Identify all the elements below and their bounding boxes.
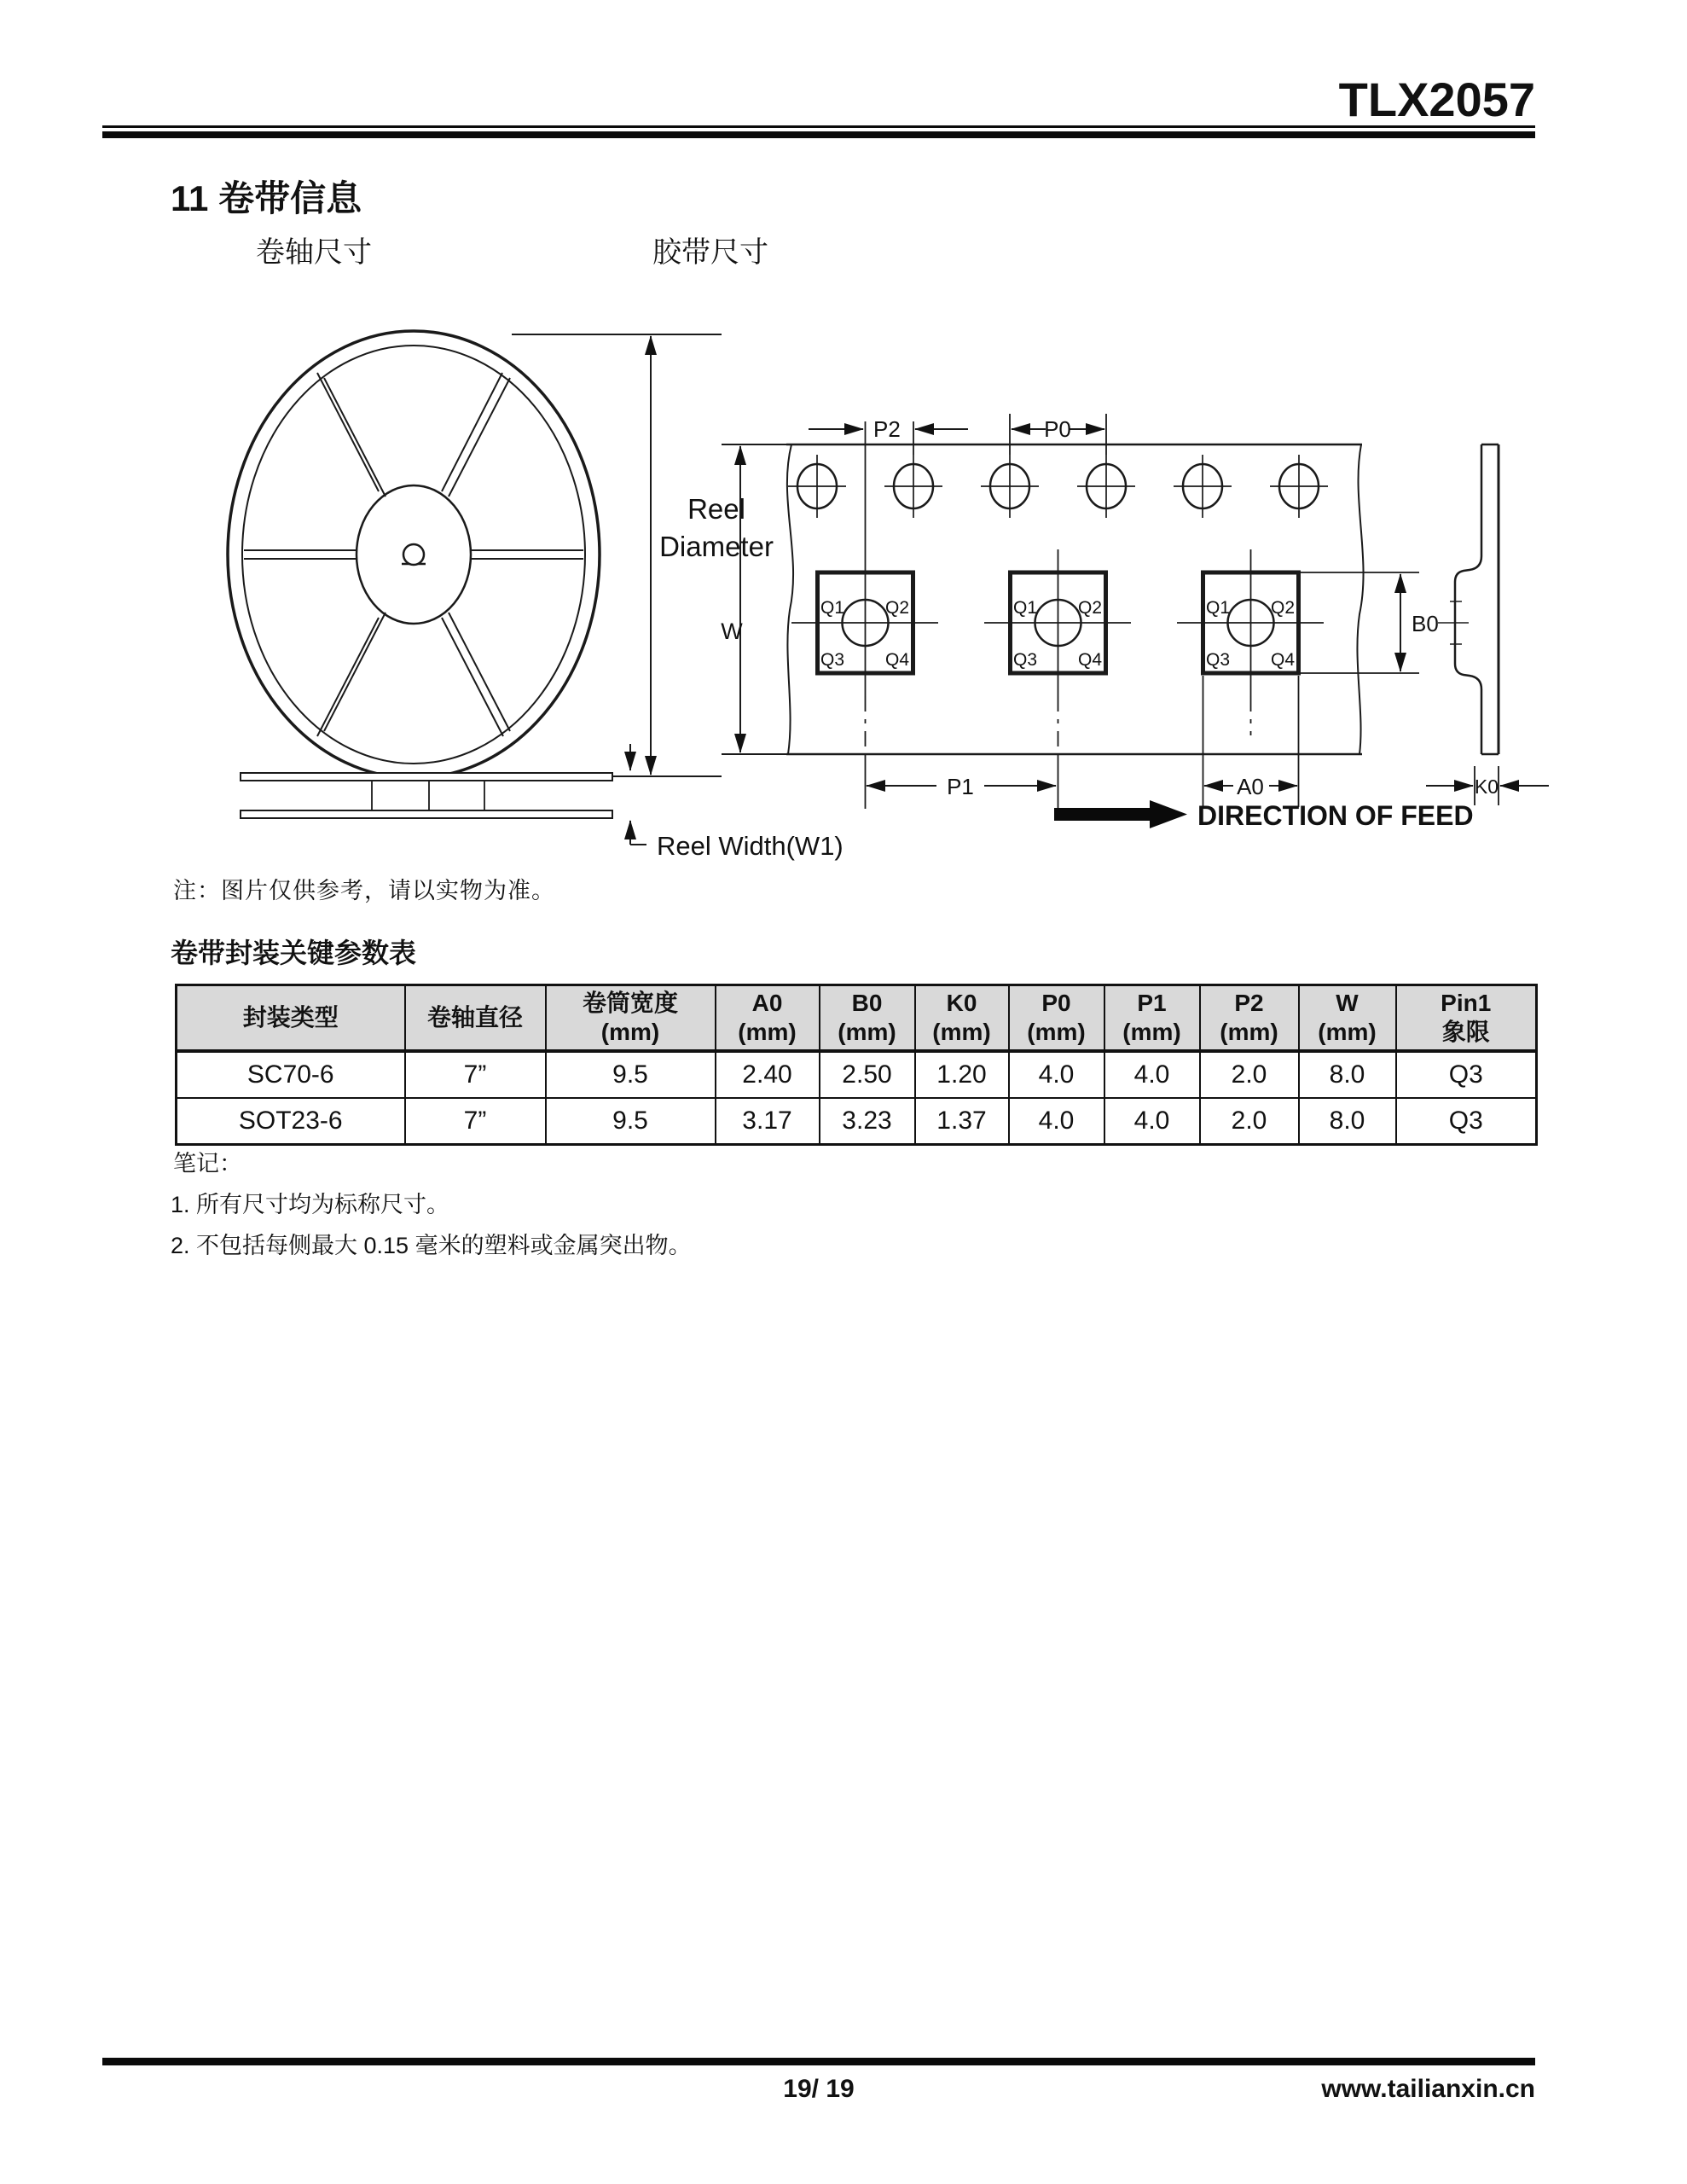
col-header-pin1: Pin1 象限 (1396, 985, 1537, 1052)
svg-text:Q2: Q2 (1078, 598, 1103, 618)
svg-text:Q3: Q3 (1205, 650, 1230, 670)
note-item: 2. 不包括每侧最大 0.15 毫米的塑料或金属突出物。 (171, 1233, 692, 1258)
direction-of-feed (1054, 800, 1474, 831)
dim-label-k0: K0 (1474, 775, 1499, 798)
header-divider (102, 125, 1535, 138)
svg-text:Q3: Q3 (820, 650, 844, 670)
feed-arrow-icon (1054, 808, 1150, 821)
col-header-k0: K0 (mm) (915, 985, 1009, 1052)
reel-dimensions-label: 卷轴尺寸 (256, 236, 372, 269)
website-link: www.tailianxin.cn (1321, 2075, 1535, 2103)
col-header-p1: P1 (mm) (1104, 985, 1200, 1052)
svg-text:Q1: Q1 (1205, 598, 1230, 618)
col-header-reel-diameter: 卷轴直径 (405, 985, 546, 1052)
col-header-p0: P0 (mm) (1009, 985, 1104, 1052)
tape-parameters-table (175, 984, 1535, 1146)
svg-text:Q1: Q1 (820, 598, 844, 618)
tape-section-view (1426, 444, 1549, 805)
dim-label-w: W (721, 619, 743, 644)
reel-diameter-label-line1: Reel (687, 493, 745, 525)
cell-package-type: SOT23-6 (177, 1098, 405, 1145)
col-header-reel-width: 卷筒宽度 (mm) (546, 985, 716, 1052)
page-number: 19/ 19 (783, 2075, 855, 2103)
notes-title: 笔记： (173, 1151, 242, 1176)
dim-label-p2: P2 (873, 416, 901, 442)
table-header-row (177, 985, 1537, 1052)
cell-package-type: SC70-6 (177, 1051, 405, 1098)
col-header-w: W (mm) (1299, 985, 1396, 1052)
svg-text:Q4: Q4 (1271, 650, 1296, 670)
dim-label-p1: P1 (947, 774, 974, 799)
svg-text:Q1: Q1 (1012, 598, 1037, 618)
page-title: TLX2057 (1338, 73, 1535, 126)
col-header-b0: B0 (mm) (820, 985, 915, 1052)
reel-diameter-label-line2: Diameter (659, 531, 774, 562)
direction-of-feed-label: DIRECTION OF FEED (1197, 800, 1474, 831)
reel-front-view (228, 331, 600, 778)
svg-text:Q2: Q2 (885, 598, 910, 618)
table-row: SOT23-6 7” 9.5 3.17 3.23 1.37 4.0 4.0 2.0 8.0 Q3 (177, 1098, 1537, 1145)
tape-and-reel-diagram (0, 282, 1687, 879)
section-heading: 11 卷带信息 (171, 178, 362, 218)
footer-divider (102, 2058, 1535, 2065)
dim-label-b0: B0 (1412, 611, 1439, 636)
table-title: 卷带封装关键参数表 (171, 938, 417, 968)
note-item: 1. 所有尺寸均为标称尺寸。 (171, 1192, 450, 1217)
tape-dimensions-label: 胶带尺寸 (652, 236, 768, 269)
svg-text:Q4: Q4 (885, 650, 910, 670)
table-row: SC70-6 7” 9.5 2.40 2.50 1.20 4.0 4.0 2.0 8.0 Q3 (177, 1051, 1537, 1098)
col-header-package-type: 封装类型 (177, 985, 405, 1052)
reel-side-view (241, 744, 646, 845)
reel-width-label: Reel Width(W1) (657, 831, 844, 861)
svg-text:Q2: Q2 (1271, 598, 1296, 618)
col-header-p2: P2 (mm) (1200, 985, 1299, 1052)
col-header-a0: A0 (mm) (716, 985, 820, 1052)
svg-text:Q3: Q3 (1012, 650, 1037, 670)
dim-label-p0: P0 (1044, 416, 1071, 442)
svg-text:Q4: Q4 (1078, 650, 1103, 670)
reference-note: 注：图片仅供参考，请以实物为准。 (173, 878, 555, 903)
dim-label-a0: A0 (1237, 774, 1264, 799)
